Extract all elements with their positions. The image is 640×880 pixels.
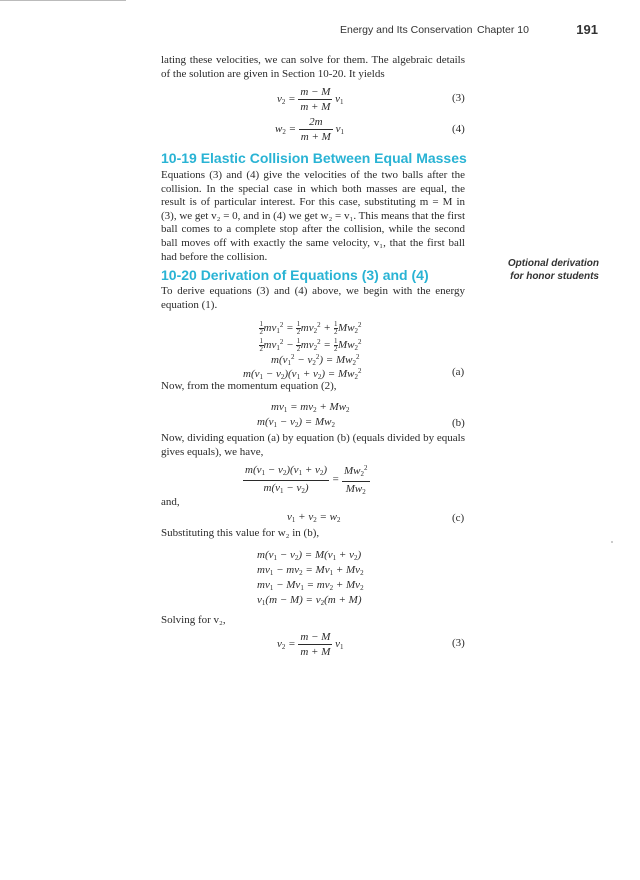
equation-label-4: (4) (452, 123, 465, 135)
momentum-text: Now, from the momentum equation (2), (161, 380, 337, 392)
and-text: and, (161, 496, 180, 508)
margin-note-line-2: for honor students (510, 270, 599, 282)
section-10-20-intro: To derive equations (3) and (4) above, we begin with the energy equation (1). (161, 285, 465, 311)
division-equation: $\frac{m(v_1 - v_2)(v_1 + v_2)}{m(v_1 - v_2)}$ = $\frac{Mw_2^2}{Mw_2}$ (245, 463, 368, 496)
equation-3: $v_2$ = $\frac{m - M}{m + M}$ $v_1$ (277, 86, 344, 113)
dividing-text: Now, dividing equation (a) by equation (b) (equals divided by equals gives equals), we have, (161, 432, 465, 458)
section-heading-10-19: 10-19 Elastic Collision Between Equal Masses (161, 150, 467, 166)
running-head-chapter: Chapter 10 (477, 24, 529, 36)
equation-label-a: (a) (452, 366, 465, 378)
equation-3-result: $v_2$ = $\frac{m - M}{m + M}$ $v_1$ (277, 631, 344, 658)
substituting-text: Substituting this value for w₂ in (b), (161, 527, 320, 539)
momentum-equation-line-1: $mv_1 = mv_2 + Mw_2$ (271, 401, 350, 414)
equation-label-c: (c) (452, 512, 465, 524)
momentum-equation-line-2: $m(v_1 - v_2) = Mw_2$ (257, 416, 335, 429)
energy-equation-line-1: $\frac{1}{2}$ $mv_1^2$ = $\frac{1}{2}$ $mv_2^2$ + $\frac{1}{2}$ $Mw_2^2$ (259, 320, 362, 336)
equation-4: $w_2$ = $\frac{2m}{m + M}$ $v_1$ (275, 116, 344, 143)
energy-equation-line-3: $m(v_1^2 - v_2^2) = Mw_2^2$ (271, 353, 360, 367)
top-rule (0, 0, 126, 1)
equation-c: $v_1 + v_2 = w_2$ (287, 511, 341, 524)
substitution-line-1: $m(v_1 - v_2) = M(v_1 + v_2)$ (257, 549, 362, 562)
equation-label-b: (b) (452, 417, 465, 429)
scan-speck (611, 541, 613, 543)
running-head-section: Energy and Its Conservation (340, 24, 473, 36)
intro-paragraph: lating these velocities, we can solve for them. The algebraic details of the solution are given in Section 10-20. It yields (161, 54, 465, 80)
substitution-line-3: $mv_1 - Mv_1 = mv_2 + Mv_2$ (257, 579, 364, 592)
equation-label-3: (3) (452, 92, 465, 104)
margin-note (479, 258, 599, 283)
section-10-19-body: Equations (3) and (4) give the velocities of the two balls after the collision. In the special case in which both masses are equal, the result is of particular interest. For this case, substituting m = M in (3), we get v₂ = 0, and in (4) we get w₂ = v₁. This means that the first ball comes to a complete stop after the collision, while the second ball moves off with exactly the same velocity, v₁, that the first ball had before the collision. (161, 169, 465, 263)
page-number: 191 (576, 22, 598, 37)
equation-label-3-result: (3) (452, 637, 465, 649)
substitution-line-2: $mv_1 - mv_2 = Mv_1 + Mv_2$ (257, 564, 364, 577)
solving-text: Solving for v₂, (161, 614, 226, 626)
page-header (340, 22, 600, 38)
energy-equation-line-2: $\frac{1}{2}$ $mv_1^2$ − $\frac{1}{2}$ $mv_2^2$ = $\frac{1}{2}$ $Mw_2^2$ (259, 337, 362, 353)
margin-note-line-1: Optional derivation (507, 258, 599, 269)
section-heading-10-20: 10-20 Derivation of Equations (3) and (4) (161, 267, 429, 283)
energy-equation-line-4: $m(v_1 - v_2)(v_1 + v_2) = Mw_2^2$ (243, 367, 362, 381)
substitution-line-4: $v_1(m - M) = v_2(m + M)$ (257, 594, 362, 607)
